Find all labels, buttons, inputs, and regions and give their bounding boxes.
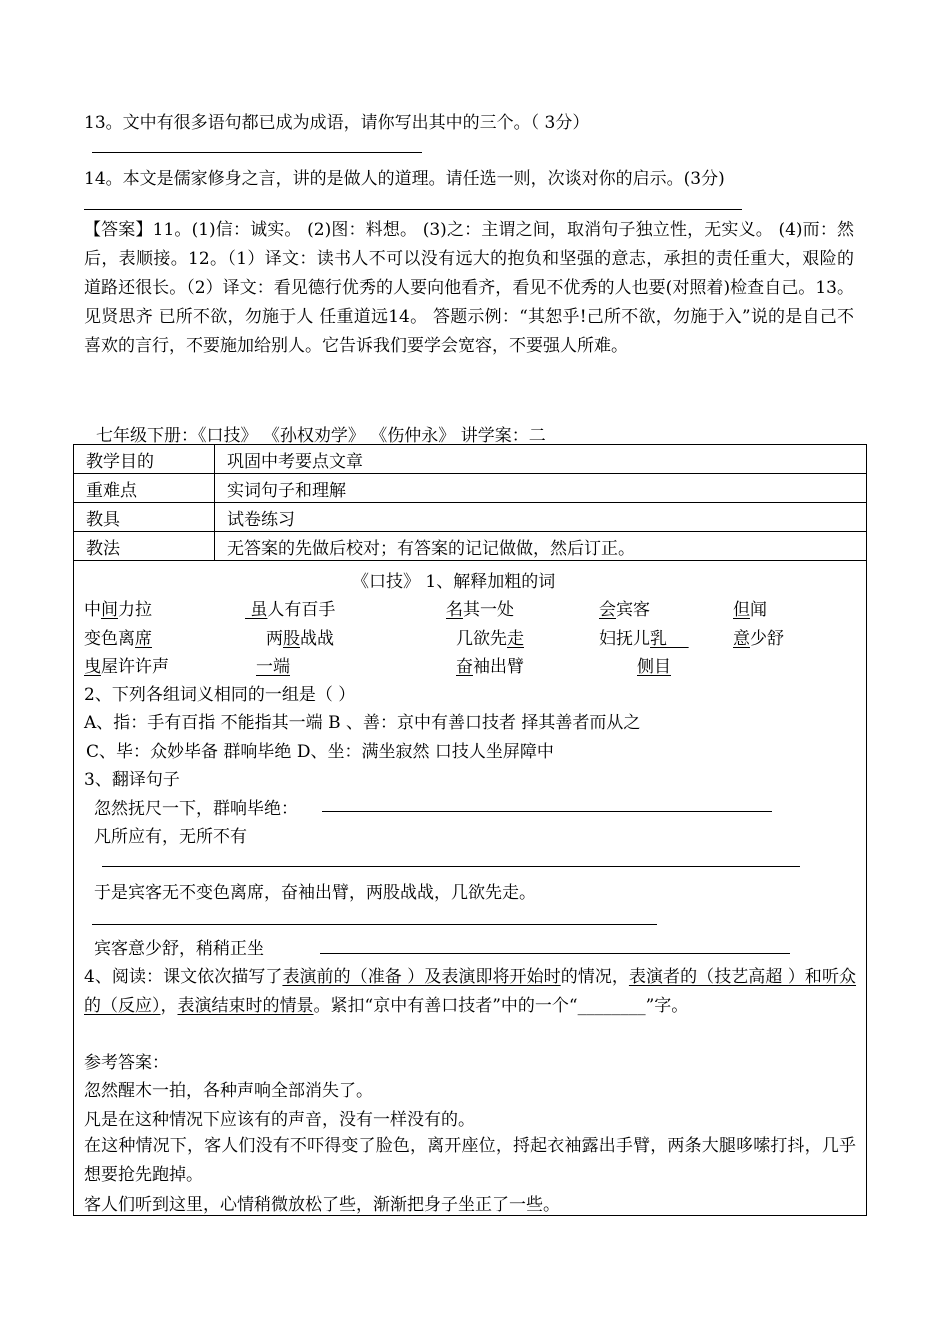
word-item: 意少舒 [733, 629, 784, 649]
lesson-info-table [73, 444, 867, 561]
question-14: 14。本文是儒家修身之言，讲的是做人的道理。请任选一则，次谈对你的启示。(3分) [84, 169, 725, 189]
section-title: 《口技》 1、解释加粗的词 [352, 572, 556, 592]
word-item: 几欲先走 [456, 629, 524, 649]
word-item: 两股战战 [266, 629, 334, 649]
translation-line-1 [322, 811, 772, 812]
translation-line-2 [102, 866, 800, 867]
word-item: 虽人有百手 [245, 600, 336, 620]
question-2-options-ab: A、指：手有百指 不能指其一端 B 、善：京中有善口技者 择其善者而从之 [84, 713, 641, 733]
sentence-3: 于是宾客无不变色离席，奋袖出臂，两股战战，几欲先走。 [94, 883, 536, 903]
answer-line-13 [92, 152, 422, 153]
word-item: 会宾客 [599, 600, 650, 620]
reference-answer: 客人们听到这里，心情稍微放松了些，渐渐把身子坐正了一些。 [84, 1195, 560, 1215]
translation-line-3 [92, 924, 657, 925]
table-value: 巩固中考要点文章 [215, 445, 867, 474]
table-value: 实词句子和理解 [215, 474, 867, 503]
reference-title: 参考答案： [84, 1053, 169, 1073]
answer-text: 11。(1)信：诚实。 (2)图：料想。 (3)之：主谓之间，取消句子独立性，无实义。 (4)而：然后，表顺接。12。（1）译文：读书人不可以没有远大的抱负和坚强的意志，承担的责任重大，艰险的道路还很长。（2）译文：看见德行优秀的人要向他看齐，看见不优秀的人也要(对照着)检查自己。13。见贤思齐 已所不欲，勿施于人 任重道远14。 答题示例：“其恕乎!己所不欲，勿施于入”说的是自己不喜欢的言行，不要施加给别人。它告诉我们要学会宽容，不要强人所难。 [84, 220, 854, 356]
word-item: 变色离席 [84, 629, 152, 649]
word-item: 一端 [256, 657, 290, 677]
question-3: 3、翻译句子 [84, 770, 180, 790]
word-item: 曳屋许许声 [84, 657, 169, 677]
table-key: 教具 [74, 503, 215, 532]
table-key: 教学目的 [74, 445, 215, 474]
sentence-2: 凡所应有，无所不有 [94, 827, 247, 847]
plan-header: 七年级下册：《口技》 《孙权劝学》 《伤仲永》 讲学案：二 [96, 426, 546, 446]
sentence-1: 忽然抚尺一下，群响毕绝： [94, 799, 298, 819]
table-value: 无答案的先做后校对；有答案的记记做做，然后订正。 [215, 532, 867, 561]
table-value: 试卷练习 [215, 503, 867, 532]
question-2-options-cd: C、毕：众妙毕备 群响毕绝 D、坐：满坐寂然 口技人坐屏障中 [86, 742, 554, 762]
question-4: 4、阅读：课文依次描写了表演前的（准备 ）及表演即将开始时的情况，表演者的（技艺高超 ）和听众的（反应），表演结束时的情景。紧扣“京中有善口技者”中的一个“________”字。 [84, 967, 857, 1016]
word-item: 奋袖出臂 [456, 657, 524, 677]
reference-answer: 凡是在这种情况下应该有的声音，没有一样没有的。 [84, 1110, 475, 1130]
word-item: 妇抚儿乳 [599, 629, 689, 649]
word-item: 但闻 [733, 600, 767, 620]
table-key: 重难点 [74, 474, 215, 503]
sentence-4: 宾客意少舒，稍稍正坐 [94, 939, 264, 959]
translation-line-4 [320, 953, 790, 954]
question-13: 13。文中有很多语句都已成为成语，请你写出其中的三个。（ 3分） [84, 113, 590, 133]
word-item: 侧目 [637, 657, 671, 677]
answer-line-14 [84, 209, 742, 210]
table-row [74, 532, 867, 561]
question-2: 2、下列各组词义相同的一组是（ ） [84, 685, 356, 705]
table-row [74, 474, 867, 503]
word-item: 名其一处 [446, 600, 514, 620]
reference-answer: 在这种情况下，客人们没有不吓得变了脸色，离开座位，捋起衣袖露出手臂，两条大腿哆嗦打抖，几乎想要抢先跑掉。 [84, 1136, 856, 1185]
table-row [74, 503, 867, 532]
word-item: 中间力拉 [84, 600, 152, 620]
answer-block [84, 216, 854, 361]
reference-answer: 忽然醒木一拍，各种声响全部消失了。 [84, 1081, 373, 1101]
table-row [74, 445, 867, 474]
answer-label: 【答案】 [84, 220, 153, 240]
table-key: 教法 [74, 532, 215, 561]
